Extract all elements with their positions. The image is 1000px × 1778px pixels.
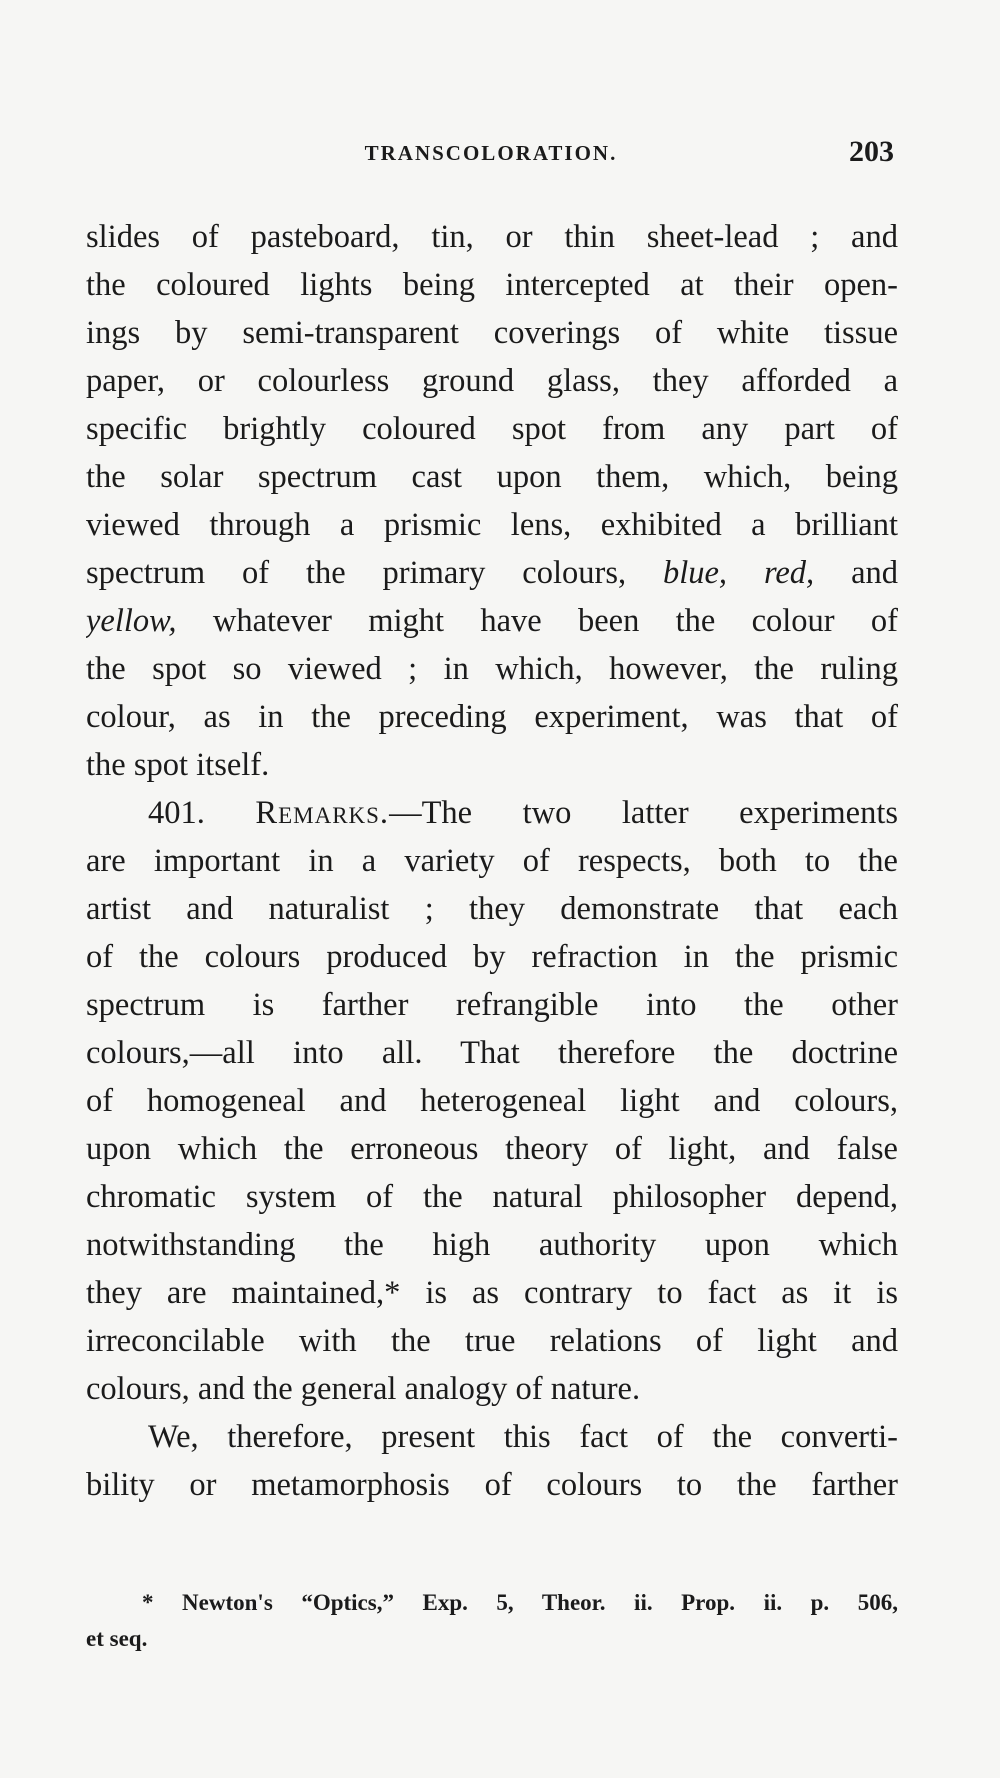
- footnote: [86, 1585, 898, 1657]
- text-line: chromatic system of the natural philosopher depend,: [86, 1179, 898, 1215]
- running-title: TRANSCOLORATION.: [364, 141, 618, 165]
- page-number: 203: [849, 135, 894, 168]
- italic-word: blue,: [662, 555, 728, 591]
- text-segment: whatever might have been the colour of: [176, 603, 898, 639]
- body-text: [86, 213, 898, 1509]
- text-line: they are maintained,* is as contrary to fact as it is: [86, 1275, 898, 1311]
- text-line: viewed through a prismic lens, exhibited a brilliant: [86, 507, 898, 543]
- text-line: bility or metamorphosis of colours to the farther: [86, 1467, 898, 1503]
- running-head: [88, 135, 894, 175]
- text-line: of the colours produced by refraction in the prismic: [86, 939, 898, 975]
- text-line: of homogeneal and heterogeneal light and colours,: [86, 1083, 898, 1119]
- text-line: notwithstanding the high authority upon which: [86, 1227, 898, 1263]
- text-line: colours, and the general analogy of nature.: [86, 1371, 641, 1407]
- text-line: colours,—all into all. That therefore the doctrine: [86, 1035, 898, 1071]
- text-segment: [727, 555, 764, 591]
- text-line: upon which the erroneous theory of light, and false: [86, 1131, 898, 1167]
- text-line: the solar spectrum cast upon them, which, being: [86, 459, 898, 495]
- text-line: colour, as in the preceding experiment, was that of: [86, 699, 898, 735]
- text-line: paper, or colourless ground glass, they afforded a: [86, 363, 898, 399]
- footnote-line: * Newton's “Optics,” Exp. 5, Theor. ii. Prop. ii. p. 506,: [142, 1590, 898, 1615]
- text-segment: and: [814, 555, 898, 591]
- section-label: Remarks.: [255, 795, 390, 831]
- text-line: specific brightly coloured spot from any part of: [86, 411, 898, 447]
- paragraph-start-line: [86, 789, 898, 837]
- italic-word: red,: [763, 555, 815, 591]
- text-line: slides of pasteboard, tin, or thin sheet-lead ; and: [86, 219, 898, 255]
- text-line: irreconcilable with the true relations of light and: [86, 1323, 898, 1359]
- text-segment: spectrum of the primary colours,: [86, 555, 663, 591]
- text-line: artist and naturalist ; they demonstrate that each: [86, 891, 898, 927]
- paragraph-start-line: We, therefore, present this fact of the converti-: [148, 1419, 898, 1455]
- text-line: [86, 549, 898, 597]
- text-line: the spot so viewed ; in which, however, the ruling: [86, 651, 898, 687]
- italic-word: yellow,: [86, 603, 177, 639]
- text-line: are important in a variety of respects, both to the: [86, 843, 898, 879]
- footnote-line: et seq.: [86, 1626, 148, 1651]
- text-line: [86, 597, 898, 645]
- text-line: ings by semi-transparent coverings of white tissue: [86, 315, 898, 351]
- text-line: the coloured lights being intercepted at their open-: [86, 267, 898, 303]
- paragraph-number: 401.: [148, 795, 256, 831]
- text-segment: —The two latter experiments: [389, 795, 898, 831]
- text-line: the spot itself.: [86, 747, 270, 783]
- text-line: spectrum is farther refrangible into the other: [86, 987, 898, 1023]
